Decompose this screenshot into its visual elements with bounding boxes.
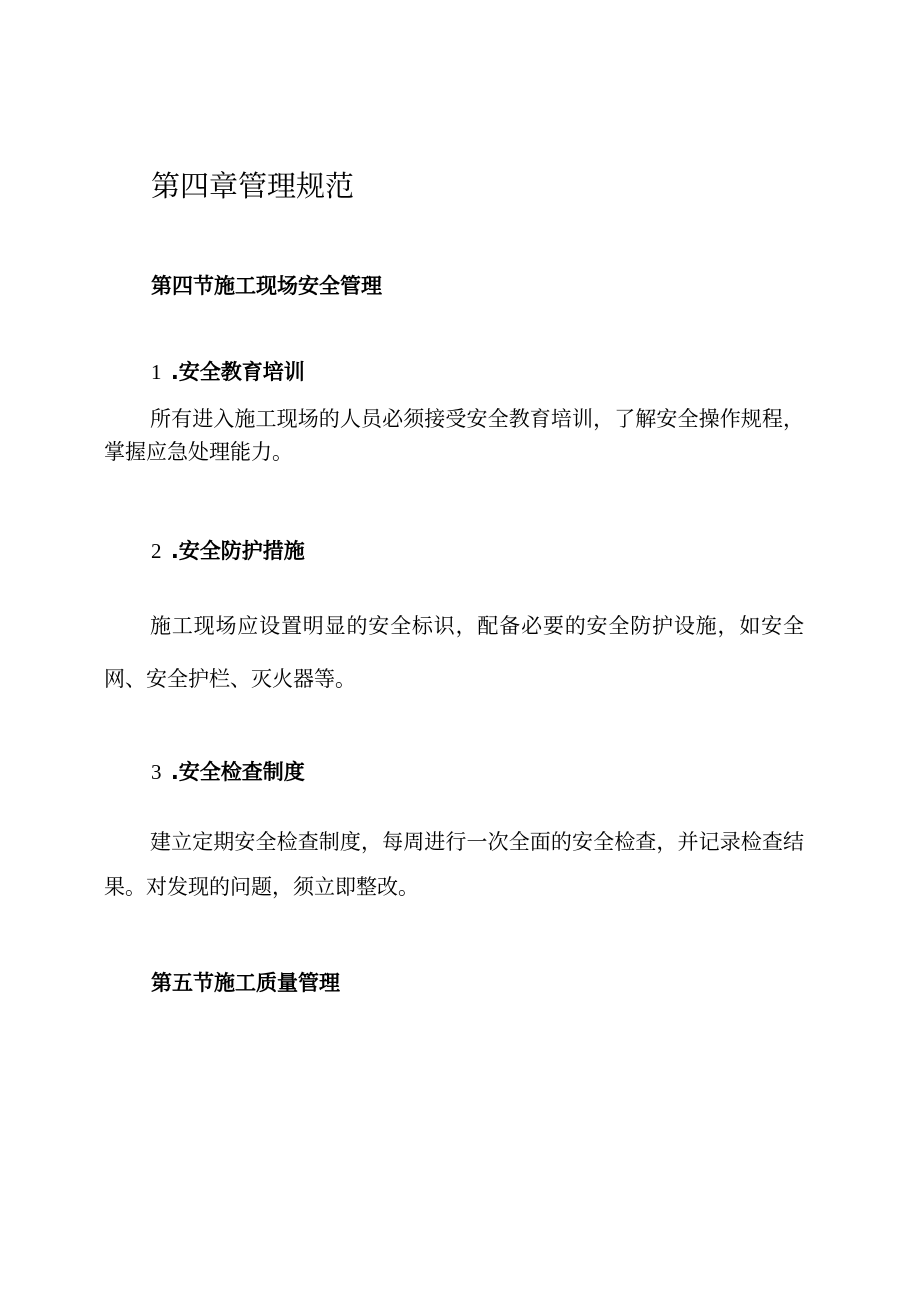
item-heading-3	[151, 757, 305, 787]
section-heading-5: 第五节施工质量管理	[151, 971, 340, 995]
item-body-3: 建立定期安全检查制度，每周进行一次全面的安全检查，并记录检查结果。对发现的问题，须立即整改。	[104, 830, 804, 899]
item-body-1: 所有进入施工现场的人员必须接受安全教育培训，了解安全操作规程，掌握应急处理能力。	[104, 407, 804, 464]
item-number: 2	[151, 539, 162, 563]
chapter-title: 第四章管理规范	[151, 169, 355, 203]
item-heading-2	[151, 536, 305, 566]
item-title: .安全检查制度	[170, 760, 305, 784]
item-body-2: 施工现场应设置明显的安全标识，配备必要的安全防护设施，如安全网、安全护栏、灭火器等。	[104, 614, 804, 691]
item-title: .安全防护措施	[170, 539, 305, 563]
item-title: .安全教育培训	[170, 360, 305, 384]
section-heading-4: 第四节施工现场安全管理	[151, 274, 382, 298]
item-number: 3	[151, 760, 162, 784]
item-number: 1	[151, 360, 162, 384]
item-heading-1	[151, 357, 305, 387]
